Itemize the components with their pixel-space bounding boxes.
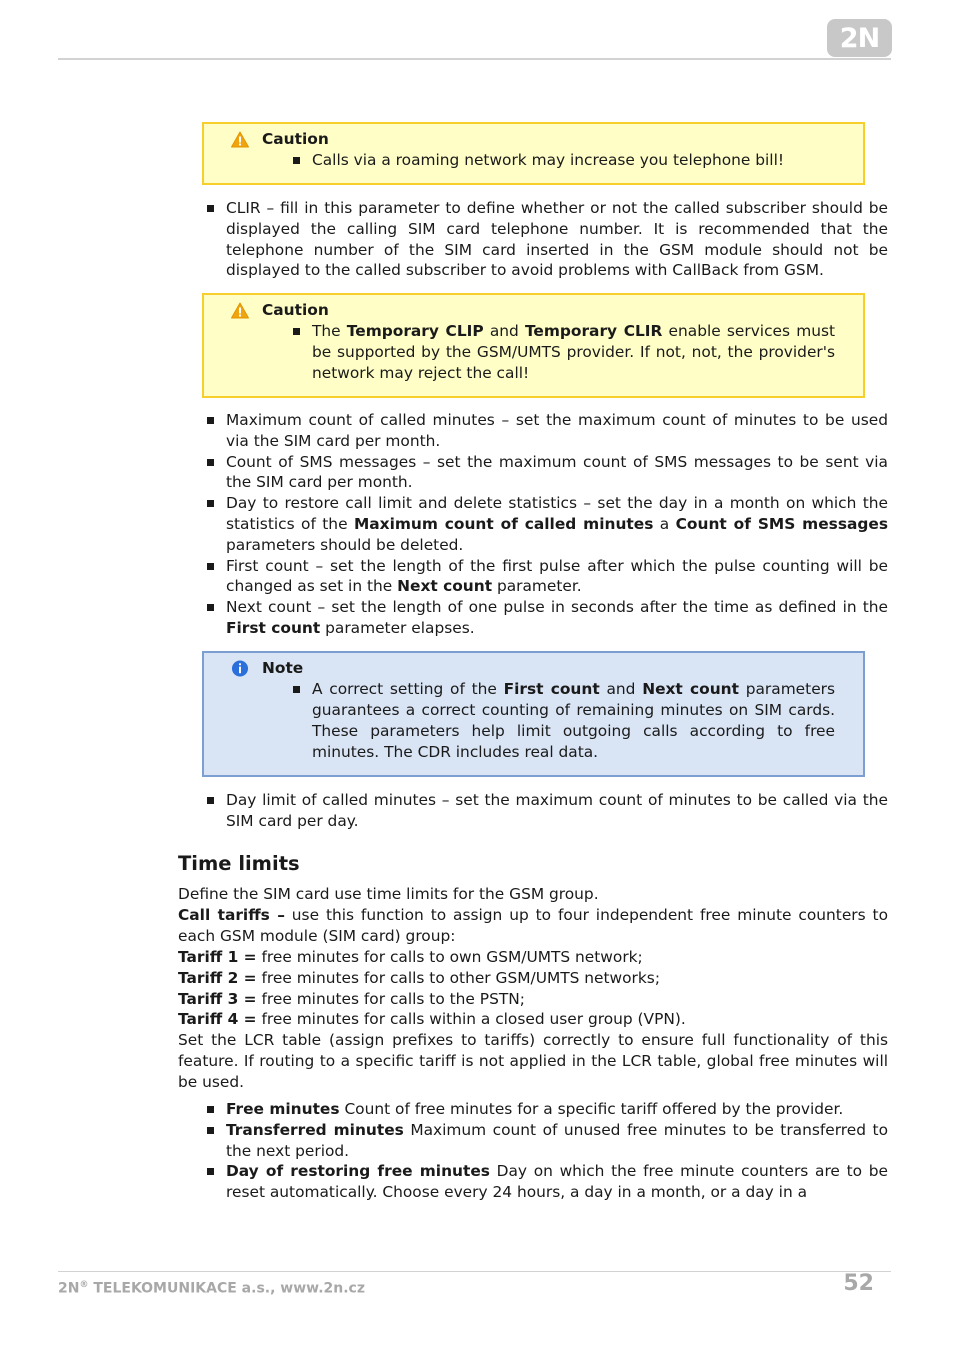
- list-item-day-restoring: Day of restoring free minutes Day on which the free minute counters are to be reset automatically. Choose every 24 hours, a day in a month, or a day in a: [226, 1162, 888, 1202]
- page-number: 52: [843, 1271, 874, 1296]
- caution-list: [262, 321, 835, 384]
- caution-title: Caution: [262, 129, 835, 150]
- tariff-line: Tariff 2 = free minutes for calls to other GSM/UMTS networks;: [178, 968, 661, 987]
- free-minutes-list: [226, 1099, 888, 1203]
- caution-title: Caution: [262, 300, 835, 321]
- info-icon: [231, 660, 249, 677]
- list-item-first-count: First count – set the length of the first pulse after which the pulse counting will be changed as set in the Next count parameter.: [226, 556, 888, 596]
- caution-item: The Temporary CLIP and Temporary CLIR enable services must be supported by the GSM/UMTS provider. If not, not, the provider's network may reject the call!: [312, 322, 835, 382]
- list-item-day-limit: Day limit of called minutes – set the maximum count of minutes to be called via the SIM card per day.: [226, 791, 888, 830]
- list-item-next-count: Next count – set the length of one pulse in seconds after the time as defined in the First count parameter elapses.: [226, 598, 888, 637]
- list-item-free-minutes: Free minutes Count of free minutes for a specific tariff offered by the provider.: [226, 1099, 888, 1120]
- caution-box-clip: [202, 293, 865, 398]
- tariff-line: Tariff 1 = free minutes for calls to own GSM/UMTS network;: [178, 947, 643, 966]
- footer-company: 2N® TELEKOMUNIKACE a.s., www.2n.cz: [58, 1280, 365, 1297]
- note-title: Note: [262, 658, 835, 679]
- parameter-list-limits: [226, 410, 888, 639]
- call-tariffs-paragraph: Call tariffs – use this function to assign up to four independent free minute counters to each GSM module (SIM card) group:: [178, 905, 888, 945]
- time-limits-intro: Define the SIM card use time limits for the GSM group.: [178, 885, 599, 903]
- caution-list: [262, 150, 835, 171]
- note-list: [262, 679, 835, 763]
- footer-rule: [58, 1271, 891, 1272]
- company-logo: 2N: [827, 19, 892, 57]
- parameter-list-clir: [226, 198, 888, 281]
- caution-box-roaming: [202, 122, 865, 185]
- time-limits-body: [178, 884, 888, 1093]
- list-item-clir: CLIR – fill in this parameter to define whether or not the called subscriber should be displayed the calling SIM card telephone number. It is recommended that the telephone number of the SIM card inserted in the GSM module should not be displayed to the called subscriber to avoid problems with CallBack from GSM.: [226, 199, 888, 280]
- list-item-transferred-minutes: Transferred minutes Maximum count of unused free minutes to be transferred to the next period.: [226, 1120, 888, 1160]
- caution-item: Calls via a roaming network may increase you telephone bill!: [312, 150, 835, 171]
- parameter-list-day-limit: [226, 790, 888, 832]
- tariff-line: Tariff 4 = free minutes for calls within a closed user group (VPN).: [178, 1010, 686, 1029]
- warning-icon: [231, 131, 249, 148]
- section-heading-time-limits: Time limits: [178, 852, 300, 875]
- list-item-max-minutes: Maximum count of called minutes – set the maximum count of minutes to be used via the SIM card per month.: [226, 411, 888, 450]
- warning-icon: [231, 302, 249, 319]
- lcr-paragraph: Set the LCR table (assign prefixes to tariffs) correctly to ensure full functionality of this feature. If routing to a specific tariff is not applied in the LCR table, global free minutes will be used.: [178, 1031, 888, 1092]
- header-rule: [58, 58, 891, 60]
- list-item-sms: Count of SMS messages – set the maximum count of SMS messages to be sent via the SIM card per month.: [226, 452, 888, 492]
- list-item-day-restore: Day to restore call limit and delete statistics – set the day in a month on which the statistics of the Maximum count of called minutes a Count of SMS messages parameters should be deleted.: [226, 494, 888, 554]
- note-box: [202, 651, 865, 777]
- tariff-line: Tariff 3 = free minutes for calls to the PSTN;: [178, 989, 525, 1008]
- note-item: A correct setting of the First count and Next count parameters guarantees a correct counting of remaining minutes on SIM cards. These parameters help limit outgoing calls according to free minutes. The CDR includes real data.: [312, 680, 836, 761]
